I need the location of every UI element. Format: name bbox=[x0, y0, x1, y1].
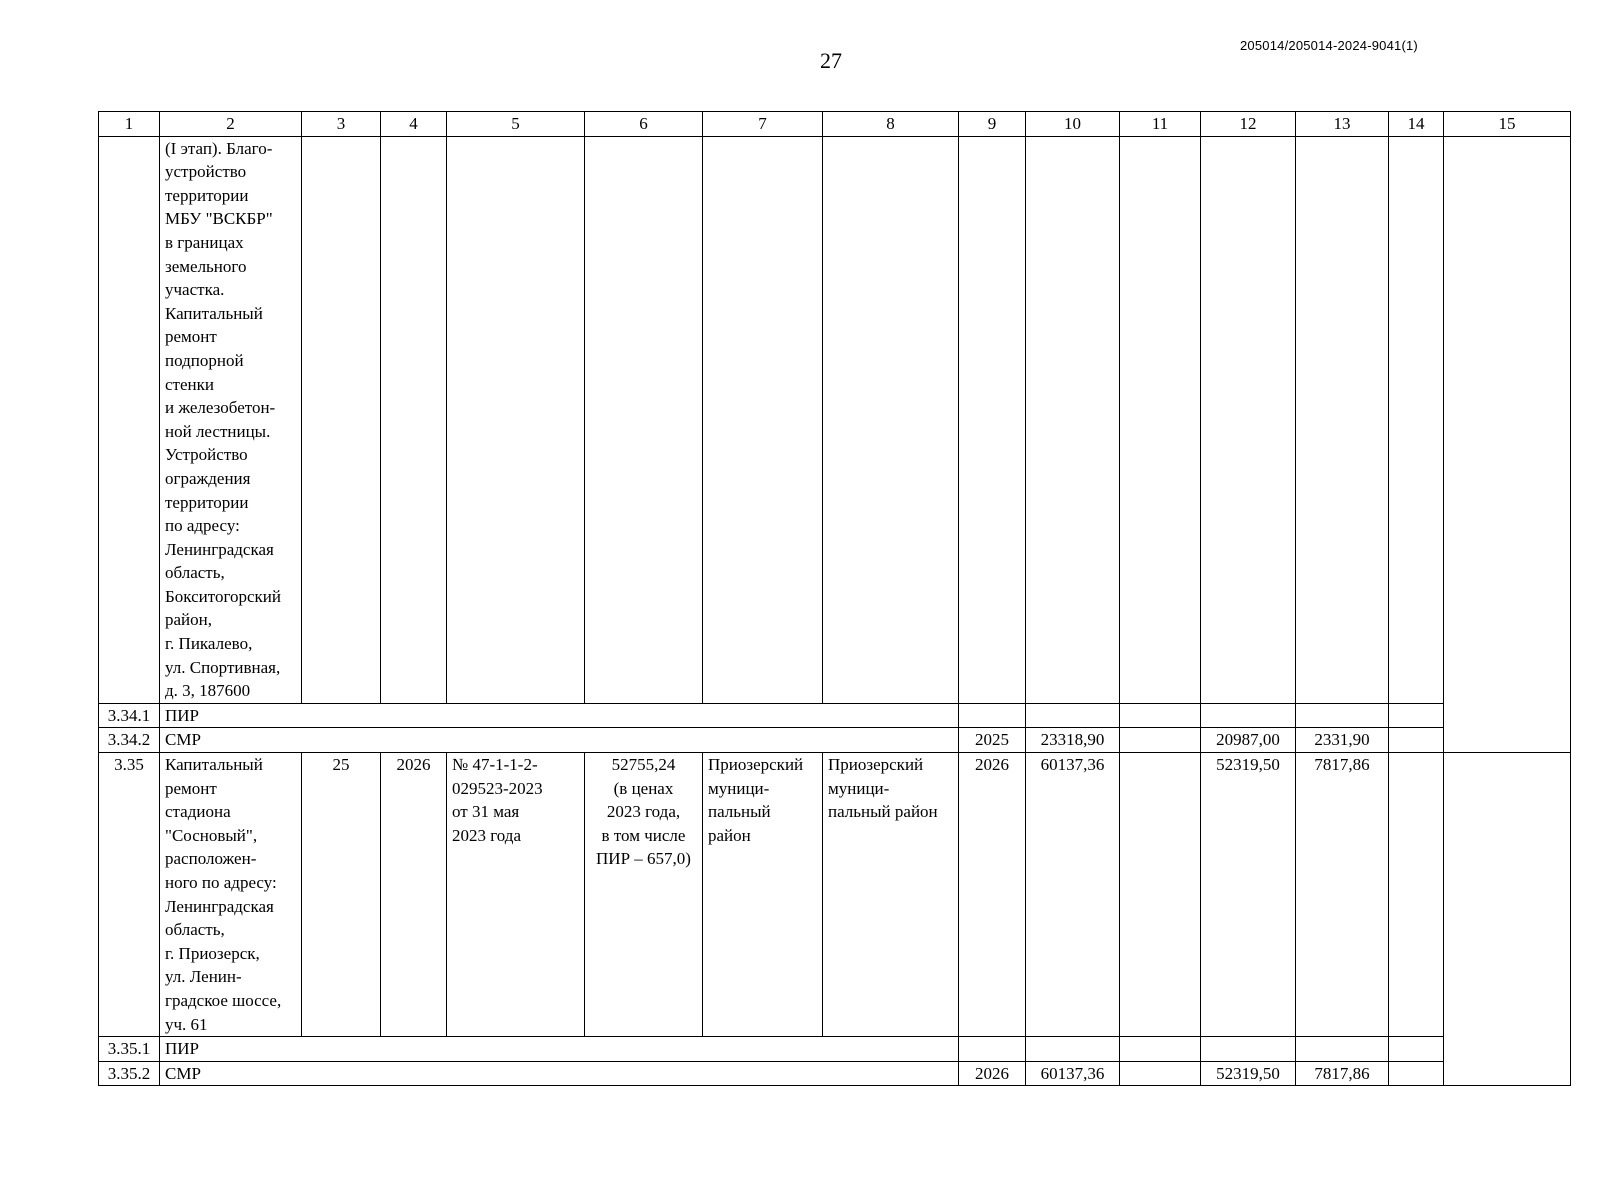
cell bbox=[302, 136, 381, 703]
row-label: СМР bbox=[160, 1061, 302, 1086]
year-cell: 2026 bbox=[959, 753, 1026, 1037]
cell bbox=[1120, 753, 1201, 1037]
col-header: 10 bbox=[1026, 112, 1120, 137]
cell bbox=[1389, 703, 1444, 728]
cell bbox=[447, 728, 585, 753]
cell bbox=[1120, 703, 1201, 728]
cell bbox=[447, 703, 585, 728]
amount-cell: 52319,50 bbox=[1201, 753, 1296, 1037]
cell bbox=[585, 1061, 703, 1086]
cell bbox=[1444, 728, 1571, 753]
cell: Приозерский муници- пальный район bbox=[823, 753, 959, 1037]
col-header: 14 bbox=[1389, 112, 1444, 137]
cell bbox=[703, 703, 823, 728]
cell bbox=[1201, 136, 1296, 703]
col-header: 13 bbox=[1296, 112, 1389, 137]
cell bbox=[1201, 703, 1296, 728]
document-code: 205014/205014-2024-9041(1) bbox=[1240, 38, 1418, 53]
cell bbox=[1026, 1037, 1120, 1062]
amount-cell: 7817,86 bbox=[1296, 1061, 1389, 1086]
cell bbox=[447, 1061, 585, 1086]
cell bbox=[1296, 1037, 1389, 1062]
cell bbox=[1201, 1037, 1296, 1062]
cell bbox=[1444, 703, 1571, 728]
year-cell: 2026 bbox=[959, 1061, 1026, 1086]
page-number: 27 bbox=[820, 48, 842, 73]
cell bbox=[302, 703, 381, 728]
cell bbox=[1389, 728, 1444, 753]
amount-cell: 20987,00 bbox=[1201, 728, 1296, 753]
cell bbox=[823, 703, 959, 728]
cell: 25 bbox=[302, 753, 381, 1037]
row-number: 3.35.2 bbox=[99, 1061, 160, 1086]
col-header: 11 bbox=[1120, 112, 1201, 137]
cell bbox=[959, 136, 1026, 703]
cell bbox=[381, 728, 447, 753]
amount-cell: 52319,50 bbox=[1201, 1061, 1296, 1086]
cell bbox=[585, 728, 703, 753]
cell bbox=[447, 136, 585, 703]
program-table bbox=[98, 111, 1571, 1086]
cell bbox=[1389, 753, 1444, 1037]
col-header: 9 bbox=[959, 112, 1026, 137]
cell bbox=[1444, 753, 1571, 1037]
cell bbox=[302, 1061, 381, 1086]
row-label: ПИР bbox=[160, 1037, 302, 1062]
col-header: 15 bbox=[1444, 112, 1571, 137]
cell bbox=[823, 1061, 959, 1086]
year-cell: 2025 bbox=[959, 728, 1026, 753]
col-header: 5 bbox=[447, 112, 585, 137]
col-header: 1 bbox=[99, 112, 160, 137]
amount-cell: 23318,90 bbox=[1026, 728, 1120, 753]
cell bbox=[1296, 136, 1389, 703]
cell bbox=[381, 703, 447, 728]
cell bbox=[1026, 703, 1120, 728]
col-header: 3 bbox=[302, 112, 381, 137]
row-label: СМР bbox=[160, 728, 302, 753]
cell bbox=[703, 1061, 823, 1086]
cell bbox=[1444, 1061, 1571, 1086]
table-row bbox=[99, 728, 1571, 753]
cell: Приозерский муници- пальный район bbox=[703, 753, 823, 1037]
row-number: 3.35 bbox=[99, 753, 160, 1037]
amount-cell: 7817,86 bbox=[1296, 753, 1389, 1037]
col-header: 2 bbox=[160, 112, 302, 137]
cell bbox=[447, 1037, 585, 1062]
col-header: 4 bbox=[381, 112, 447, 137]
cell bbox=[1389, 136, 1444, 703]
cell bbox=[1120, 728, 1201, 753]
table-row bbox=[99, 703, 1571, 728]
cell bbox=[823, 728, 959, 753]
cell bbox=[823, 136, 959, 703]
cell: 52755,24 (в ценах 2023 года, в том числе ПИР – 657,0) bbox=[585, 753, 703, 1037]
amount-cell: 60137,36 bbox=[1026, 1061, 1120, 1086]
cell bbox=[1444, 1037, 1571, 1062]
cell bbox=[381, 1037, 447, 1062]
cell bbox=[1026, 136, 1120, 703]
cell bbox=[823, 1037, 959, 1062]
cell bbox=[1120, 1037, 1201, 1062]
object-name-cell: (I этап). Благо- устройство территории МБУ "ВСКБР" в границах земельного участка. Капитальный ремонт подпорной стенки и железобетон- ной лестницы. Устройство ограждения территории по адресу: Ленинградская область, Бокситогорский район, г. Пикалево, ул. Спортивная, д. 3, 187600 bbox=[160, 136, 302, 703]
col-header: 7 bbox=[703, 112, 823, 137]
table-row bbox=[99, 1061, 1571, 1086]
cell bbox=[381, 136, 447, 703]
cell bbox=[1120, 136, 1201, 703]
cell bbox=[1389, 1061, 1444, 1086]
table-row bbox=[99, 1037, 1571, 1062]
cell bbox=[703, 136, 823, 703]
cell bbox=[1444, 136, 1571, 703]
col-header: 6 bbox=[585, 112, 703, 137]
cell bbox=[1296, 703, 1389, 728]
row-label: ПИР bbox=[160, 703, 302, 728]
cell bbox=[1120, 1061, 1201, 1086]
cell bbox=[703, 1037, 823, 1062]
cell bbox=[585, 703, 703, 728]
cell bbox=[302, 1037, 381, 1062]
col-header: 8 bbox=[823, 112, 959, 137]
cell bbox=[703, 728, 823, 753]
row-number: 3.35.1 bbox=[99, 1037, 160, 1062]
amount-cell: 60137,36 bbox=[1026, 753, 1120, 1037]
column-number-row bbox=[99, 112, 1571, 137]
cell bbox=[381, 1061, 447, 1086]
cell bbox=[1389, 1037, 1444, 1062]
cell bbox=[585, 1037, 703, 1062]
cell bbox=[959, 1037, 1026, 1062]
cell bbox=[99, 136, 160, 703]
row-number: 3.34.2 bbox=[99, 728, 160, 753]
table-row bbox=[99, 753, 1571, 1037]
cell: 2026 bbox=[381, 753, 447, 1037]
table-row bbox=[99, 136, 1571, 703]
cell: № 47-1-1-2- 029523-2023 от 31 мая 2023 года bbox=[447, 753, 585, 1037]
cell bbox=[959, 703, 1026, 728]
row-number: 3.34.1 bbox=[99, 703, 160, 728]
cell bbox=[302, 728, 381, 753]
cell bbox=[585, 136, 703, 703]
object-name-cell: Капитальный ремонт стадиона "Сосновый", расположен- ного по адресу: Ленинградская область, г. Приозерск, ул. Ленин- градское шоссе, уч. 61 bbox=[160, 753, 302, 1037]
amount-cell: 2331,90 bbox=[1296, 728, 1389, 753]
col-header: 12 bbox=[1201, 112, 1296, 137]
